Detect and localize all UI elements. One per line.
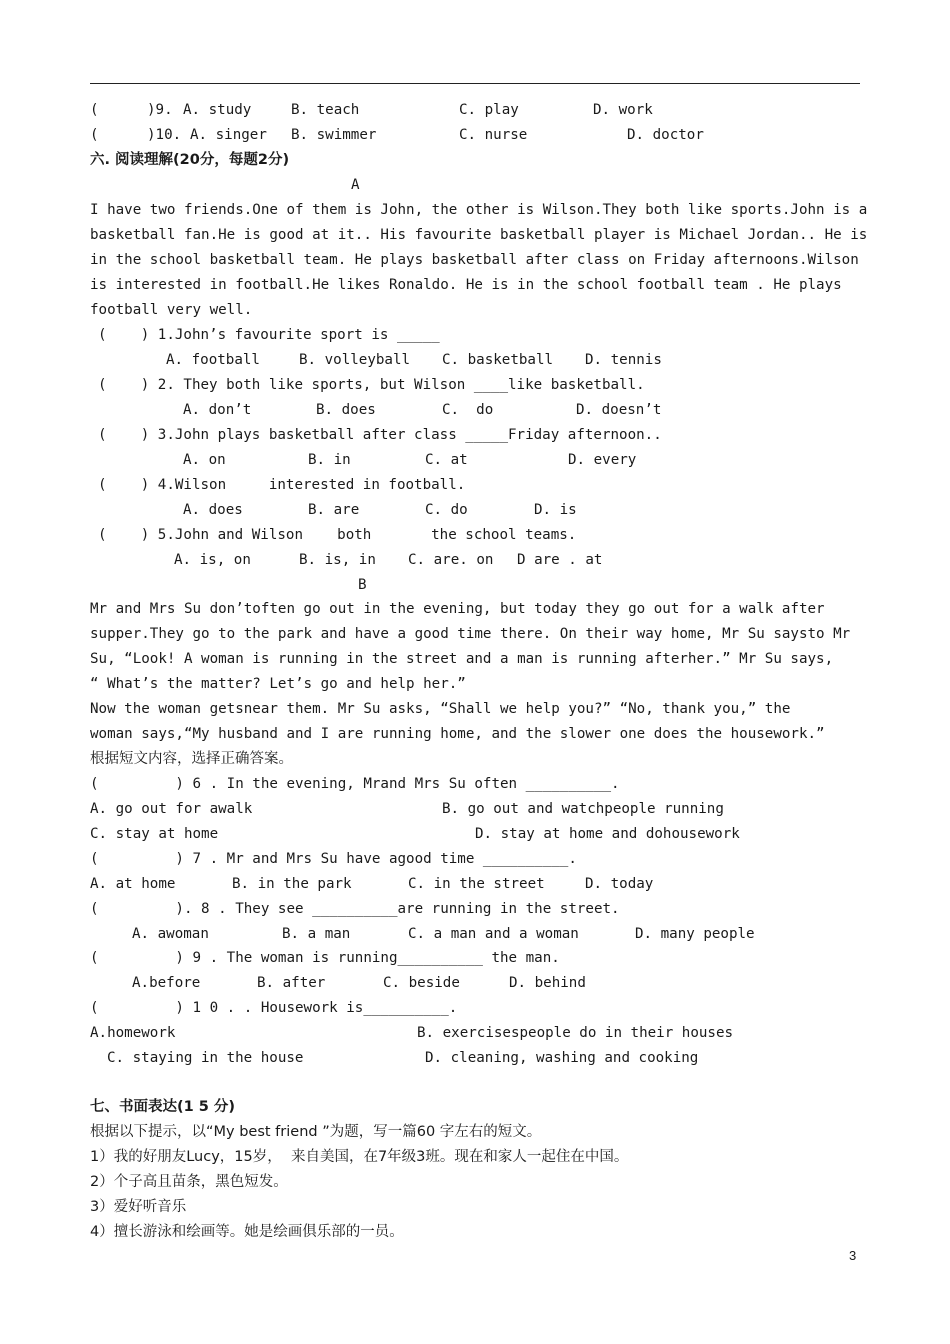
question-option: C. basketball xyxy=(442,352,554,368)
question-option: D. today xyxy=(585,876,654,892)
vocab-q10-bracket: ( xyxy=(90,127,99,143)
question-option: D. is xyxy=(534,502,577,518)
passage-b-line: woman says,“My husband and I are running home, and the slower one does the housework.” xyxy=(90,726,825,742)
vocab-q10-option-b: B. swimmer xyxy=(291,127,377,143)
question-option: C. staying in the house xyxy=(107,1050,304,1066)
vocab-q9-bracket: ( xyxy=(90,102,99,118)
question-option: A. at home xyxy=(90,876,176,892)
question-stem: ( ) 3.John plays basketball after class _____Friday afternoon.. xyxy=(98,427,662,443)
passage-b-line: Su, “Look! A woman is running in the street and a man is running afterher.” Mr Su says, xyxy=(90,651,834,667)
vocab-q9-option-d: D. work xyxy=(593,102,653,118)
question-option: A. go out for awalk xyxy=(90,801,253,817)
vocab-q9-option-c: C. play xyxy=(459,102,519,118)
passage-a-line: in the school basketball team. He plays basketball after class on Friday afternoons.Wilson xyxy=(90,252,859,268)
vocab-q10-number: )10. xyxy=(147,127,182,143)
question-stem: ( ) 1.John’s favourite sport is _____ xyxy=(98,327,440,343)
question-option: A. does xyxy=(183,502,243,518)
vocab-q10-option-d: D. doctor xyxy=(627,127,704,143)
question-option: D. cleaning, washing and cooking xyxy=(425,1050,699,1066)
question-option: B. go out and watchpeople running xyxy=(442,801,724,817)
question-option: D. many people xyxy=(635,926,755,942)
header-rule xyxy=(90,83,860,84)
vocab-q9-option-b: B. teach xyxy=(291,102,360,118)
question-option: A.homework xyxy=(90,1025,176,1041)
question-option: C. do xyxy=(425,502,468,518)
page-number: 3 xyxy=(849,1248,857,1263)
writing-hint: 3）爱好听音乐 xyxy=(90,1199,187,1215)
question-option: C. in the street xyxy=(408,876,545,892)
question-stem: ( ) 2. They both like sports, but Wilson ____like basketball. xyxy=(98,377,645,393)
writing-hint: 4）擅长游泳和绘画等。她是绘画俱乐部的一员。 xyxy=(90,1224,404,1240)
question-option: C. at xyxy=(425,452,468,468)
question-option: B. volleyball xyxy=(299,352,411,368)
question-option: C. are. on xyxy=(408,552,494,568)
question-option: C. beside xyxy=(383,975,460,991)
passage-a-label: A xyxy=(351,177,360,193)
question-stem: ( ) 1 0 . . Housework is__________. xyxy=(90,1000,458,1016)
question-option: C. a man and a woman xyxy=(408,926,579,942)
question-stem: ( ) 4.Wilson interested in football. xyxy=(98,477,466,493)
question-option: D are . at xyxy=(517,552,603,568)
question-stem: ( ) 7 . Mr and Mrs Su have agood time __________. xyxy=(90,851,577,867)
question-stem: ( ) 6 . In the evening, Mrand Mrs Su often __________. xyxy=(90,776,620,792)
question-option: D. tennis xyxy=(585,352,662,368)
question-option: B. does xyxy=(316,402,376,418)
passage-a-line: I have two friends.One of them is John, the other is Wilson.They both like sports.John is a xyxy=(90,202,868,218)
vocab-q10-option-a: A. singer xyxy=(190,127,267,143)
passage-b-line: “ What’s the matter? Let’s go and help her.” xyxy=(90,676,466,692)
vocab-q9-number: )9. xyxy=(147,102,173,118)
question-option: C. do xyxy=(442,402,494,418)
question-option: B. is, in xyxy=(299,552,376,568)
passage-a-line: is interested in football.He likes Ronaldo. He is in the school football team . He plays xyxy=(90,277,842,293)
question-stem: ( ). 8 . They see __________are running in the street. xyxy=(90,901,620,917)
writing-hint: 1）我的好朋友Lucy，15岁， 来自美国，在7年级3班。现在和家人一起住在中国。 xyxy=(90,1149,629,1165)
reading-section-title: 六. 阅读理解(20分，每题2分) xyxy=(90,152,290,168)
writing-prompt: 根据以下提示，以“My best friend ”为题，写一篇60 字左右的短文。 xyxy=(90,1124,542,1140)
vocab-q9-option-a: A. study xyxy=(183,102,252,118)
question-option: B. after xyxy=(257,975,326,991)
question-option: A.before xyxy=(132,975,201,991)
question-option: A. is, on xyxy=(174,552,251,568)
question-option: A. football xyxy=(166,352,260,368)
question-option: B. a man xyxy=(282,926,351,942)
passage-a-line: football very well. xyxy=(90,302,253,318)
question-option: B. exercisespeople do in their houses xyxy=(417,1025,734,1041)
question-option: B. are xyxy=(308,502,360,518)
vocab-q10-option-c: C. nurse xyxy=(459,127,528,143)
question-option: C. stay at home xyxy=(90,826,219,842)
question-option: A. awoman xyxy=(132,926,209,942)
question-option: D. every xyxy=(568,452,637,468)
passage-b-instruction: 根据短文内容，选择正确答案。 xyxy=(90,751,293,767)
passage-b-line: Mr and Mrs Su don’toften go out in the evening, but today they go out for a walk after xyxy=(90,601,825,617)
passage-a-line: basketball fan.He is good at it.. His favourite basketball player is Michael Jordan.. He is xyxy=(90,227,868,243)
passage-b-line: supper.They go to the park and have a good time there. On their way home, Mr Su saysto Mr xyxy=(90,626,851,642)
question-option: A. don’t xyxy=(183,402,252,418)
passage-b-label: B xyxy=(358,577,367,593)
writing-section-title: 七、书面表达(1 5 分) xyxy=(90,1099,236,1115)
question-option: D. behind xyxy=(509,975,586,991)
writing-hint: 2）个子高且苗条，黑色短发。 xyxy=(90,1174,288,1190)
question-option: B. in xyxy=(308,452,351,468)
question-option: A. on xyxy=(183,452,226,468)
question-option: D. doesn’t xyxy=(576,402,662,418)
question-stem: ( ) 5.John and Wilson both the school teams. xyxy=(98,527,577,543)
question-stem: ( ) 9 . The woman is running__________ the man. xyxy=(90,950,560,966)
question-option: D. stay at home and dohousework xyxy=(475,826,740,842)
passage-b-line: Now the woman getsnear them. Mr Su asks, “Shall we help you?” “No, thank you,” the xyxy=(90,701,791,717)
question-option: B. in the park xyxy=(232,876,352,892)
